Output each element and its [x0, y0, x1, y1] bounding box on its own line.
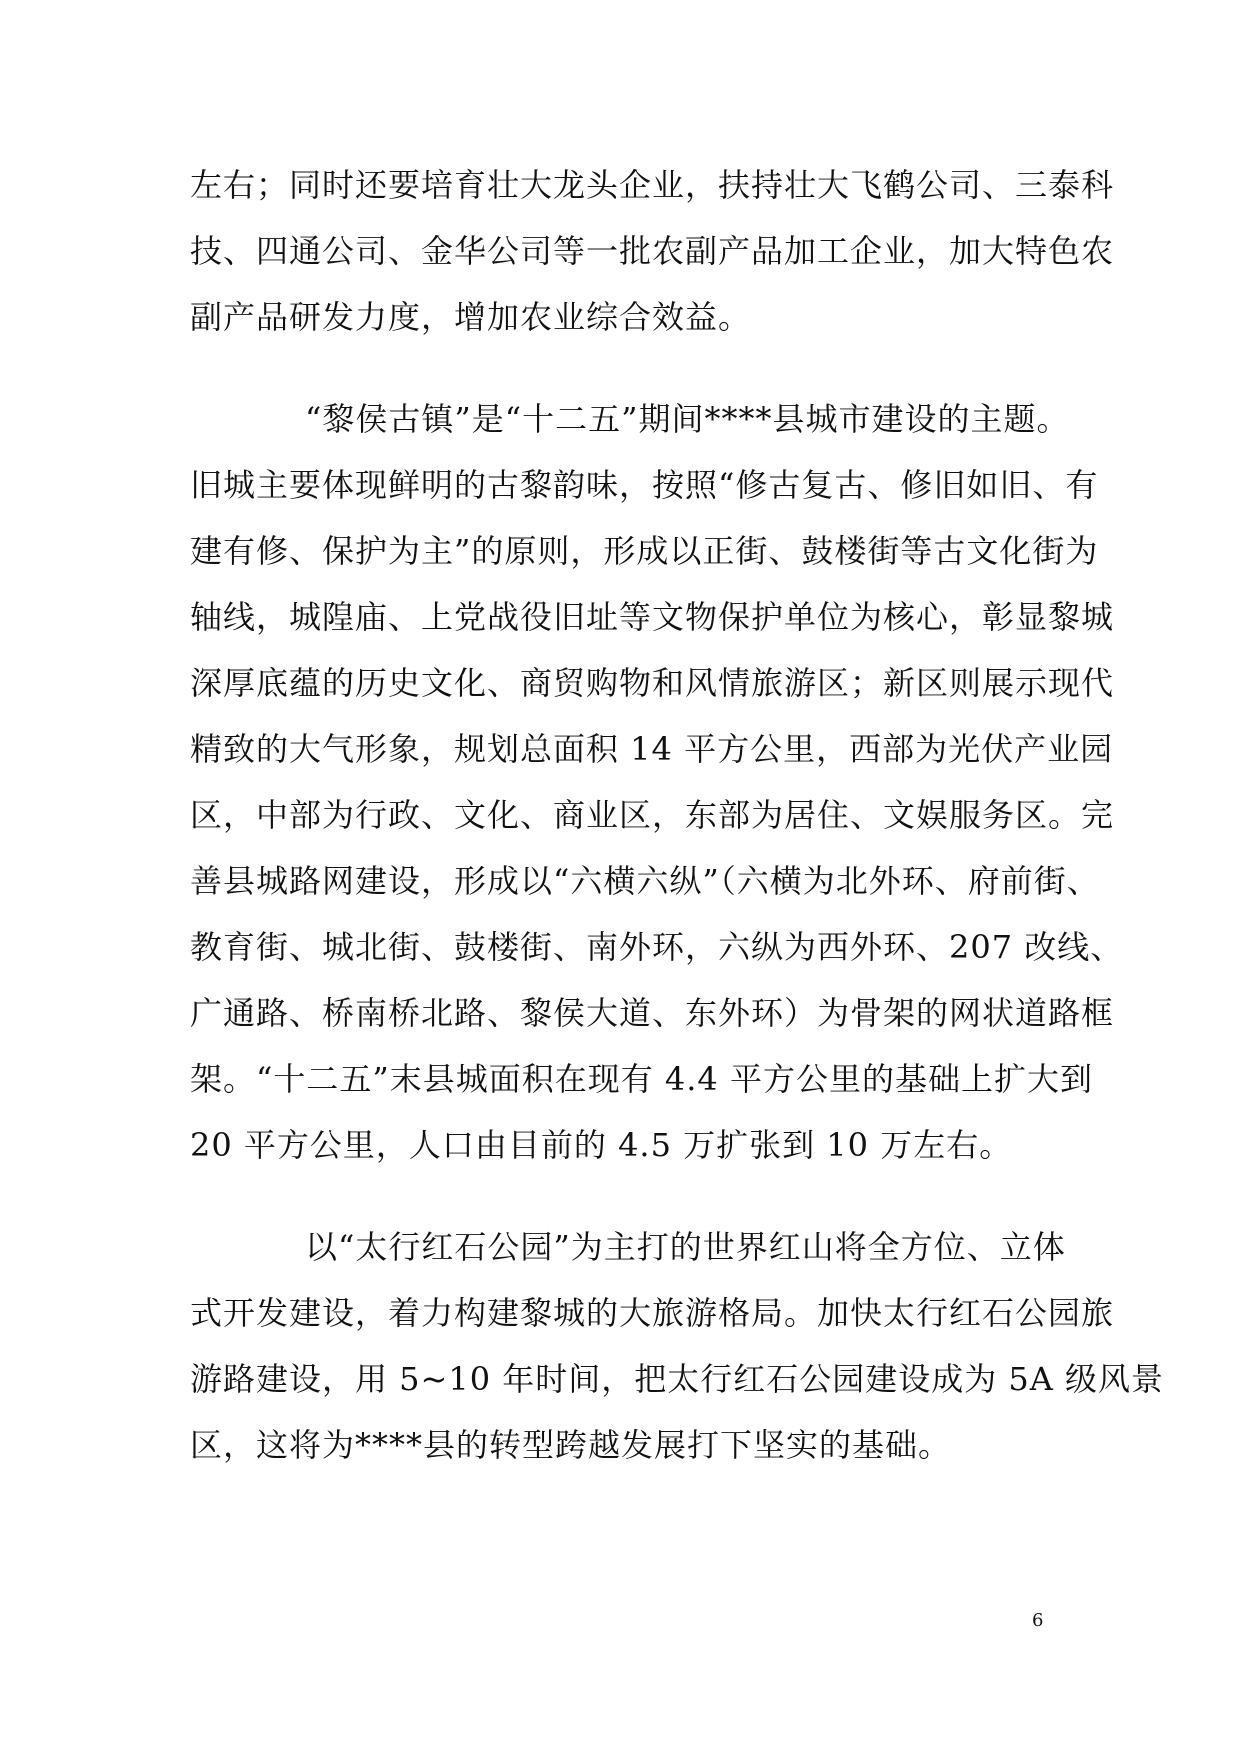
page-number: 6: [1032, 1610, 1044, 1631]
text-line: 技、四通公司、金华公司等一批农副产品加工企业，加大特色农: [190, 232, 1115, 270]
text-line: 20 平方公里，人口由目前的 4.5 万扩张到 10 万左右。: [190, 1126, 1013, 1164]
body-text: [190, 152, 1165, 1478]
paragraph-1: [190, 152, 1115, 350]
text-line: 深厚底蕴的历史文化、商贸购物和风情旅游区；新区则展示现代: [190, 664, 1115, 702]
text-line: 游路建设，用 5~10 年时间，把太行红石公园建设成为 5A 级风景: [190, 1360, 1165, 1398]
text-line: 以“太行红石公园”为主打的世界红山将全方位、立体: [305, 1228, 1066, 1266]
text-line: 区，中部为行政、文化、商业区，东部为居住、文娱服务区。完: [190, 796, 1115, 834]
text-line: 建有修、保护为主”的原则，形成以正街、鼓楼街等古文化街为: [190, 532, 1099, 570]
paragraph-2: [190, 386, 1124, 1178]
text-line: 教育街、城北街、鼓楼街、南外环，六纵为西外环、207 改线、: [190, 928, 1124, 966]
text-line: 式开发建设，着力构建黎城的大旅游格局。加快太行红石公园旅: [190, 1294, 1115, 1332]
text-line: 架。“十二五”末县城面积在现有 4.4 平方公里的基础上扩大到: [190, 1060, 1093, 1098]
text-line: 左右；同时还要培育壮大龙头企业，扶持壮大飞鹤公司、三泰科: [190, 166, 1115, 204]
text-line: 轴线，城隍庙、上党战役旧址等文物保护单位为核心，彰显黎城: [190, 598, 1115, 636]
text-line: 副产品研发力度，增加农业综合效益。: [190, 298, 752, 336]
text-line: 旧城主要体现鲜明的古黎韵味，按照“修古复古、修旧如旧、有: [190, 466, 1099, 504]
paragraph-3: [190, 1214, 1165, 1478]
paragraph-gap: [190, 1178, 1064, 1214]
text-line: “黎侯古镇”是“十二五”期间****县城市建设的主题。: [305, 400, 1070, 438]
text-line: 区，这将为****县的转型跨越发展打下坚实的基础。: [190, 1426, 952, 1464]
text-line: 善县城路网建设，形成以“六横六纵”（六横为北外环、府前街、: [190, 862, 1100, 900]
text-line: 广通路、桥南桥北路、黎侯大道、东外环）为骨架的网状道路框: [190, 994, 1115, 1032]
text-line: 精致的大气形象，规划总面积 14 平方公里，西部为光伏产业园: [190, 730, 1114, 768]
paragraph-gap: [190, 350, 1064, 386]
